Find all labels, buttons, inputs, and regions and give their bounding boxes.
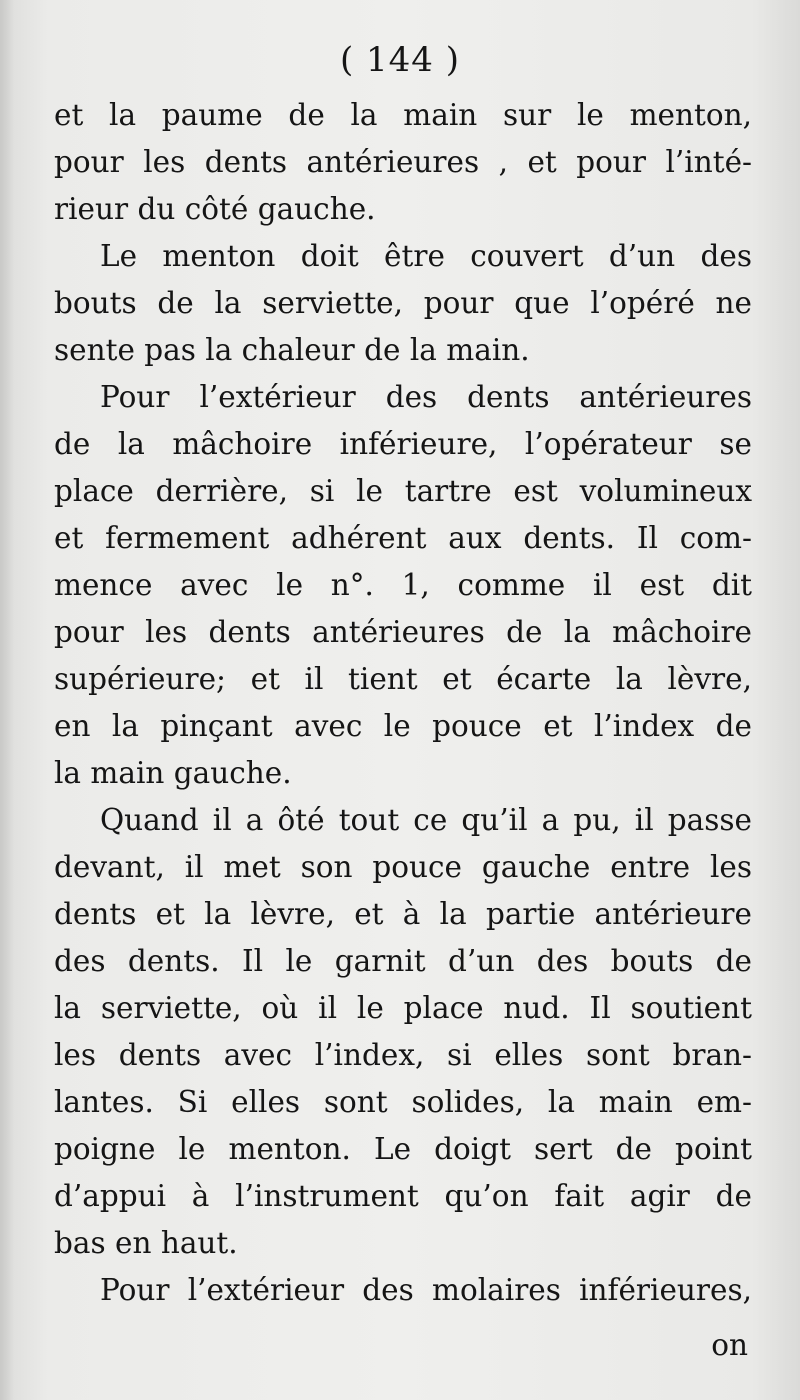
text-line: lantes. Si elles sont solides, la main em- <box>54 1085 752 1119</box>
catchword: on <box>711 1328 748 1362</box>
text-line: les dents avec l’index, si elles sont bran- <box>54 1038 752 1072</box>
text-line: Le menton doit être couvert d’un des <box>100 239 752 273</box>
text-line: rieur du côté gauche. <box>54 192 376 226</box>
text-line: de la mâchoire inférieure, l’opérateur se <box>54 427 752 461</box>
text-line: place derrière, si le tartre est volumineux <box>54 474 752 508</box>
text-line: sente pas la chaleur de la main. <box>54 333 530 367</box>
text-line: la serviette, où il le place nud. Il soutient <box>54 991 752 1025</box>
text-line: supérieure; et il tient et écarte la lèvre, <box>54 662 752 696</box>
text-line: en la pinçant avec le pouce et l’index de <box>54 709 752 743</box>
text-line: mence avec le n°. 1, comme il est dit <box>54 568 752 602</box>
text-line: devant, il met son pouce gauche entre les <box>54 850 752 884</box>
text-line: pour les dents antérieures , et pour l’inté- <box>54 145 752 179</box>
text-line: bouts de la serviette, pour que l’opéré ne <box>54 286 752 320</box>
text-line: d’appui à l’instrument qu’on fait agir de <box>54 1179 752 1213</box>
text-line: Pour l’extérieur des dents antérieures <box>100 380 752 414</box>
text-line: Pour l’extérieur des molaires inférieures, <box>100 1273 752 1307</box>
text-line: Quand il a ôté tout ce qu’il a pu, il passe <box>100 803 752 837</box>
text-line: pour les dents antérieures de la mâchoire <box>54 615 752 649</box>
page-gutter-shadow <box>0 0 14 1400</box>
text-line: la main gauche. <box>54 756 292 790</box>
text-line: dents et la lèvre, et à la partie antérieure <box>54 897 752 931</box>
text-line: bas en haut. <box>54 1226 238 1260</box>
text-line: des dents. Il le garnit d’un des bouts de <box>54 944 752 978</box>
body-text <box>54 92 752 1314</box>
text-line: poigne le menton. Le doigt sert de point <box>54 1132 752 1166</box>
text-line: et fermement adhérent aux dents. Il com- <box>54 521 752 555</box>
text-line: et la paume de la main sur le menton, <box>54 98 752 132</box>
page-number: ( 144 ) <box>339 40 461 80</box>
